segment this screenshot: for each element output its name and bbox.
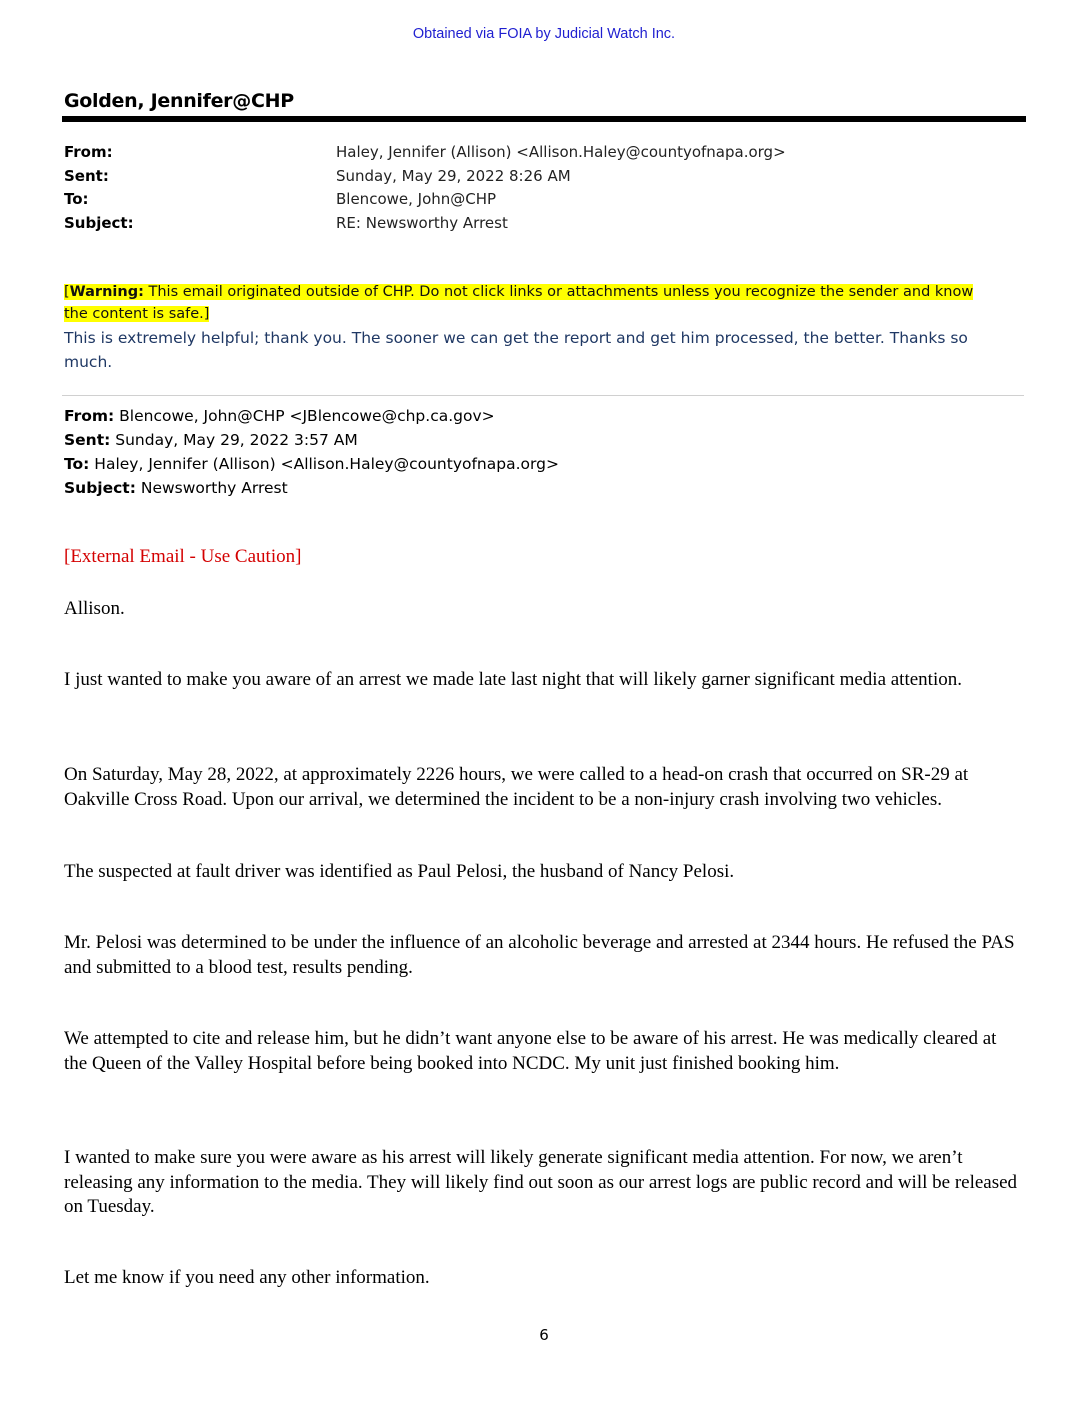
forwarded-sent-label: Sent: [64,431,111,449]
subject-label: Subject: [64,214,134,232]
to-value: Blencowe, John@CHP [336,190,497,208]
forwarded-from [64,404,1024,428]
warning-bracket: [ [64,284,70,300]
reply-body: This is extremely helpful; thank you. The sooner we can get the report and get him processed, the better. Thanks so much. [64,329,968,371]
body-paragraph: Mr. Pelosi was determined to be under the influence of an alcoholic beverage and arrested at 2344 hours. He refused the PAS and submitted to a blood test, results pending. [64,932,1015,978]
forwarded-subject-value: Newsworthy Arrest [135,479,288,497]
sent-label: Sent: [64,167,109,185]
header-divider [62,116,1026,122]
closing-line: Let me know if you need any other information. [64,1267,430,1288]
body-paragraph: On Saturday, May 28, 2022, at approximately 2226 hours, we were called to a head-on crash that occurred on SR-29 at Oakville Cross Road. Upon our arrival, we determined the incident to be a non-injury crash involving two vehicles. [64,764,969,810]
mailbox-owner: Golden, Jennifer@CHP [64,90,294,112]
forwarded-to-label: To: [64,455,90,473]
forwarded-subject [64,476,1024,500]
to-label: To: [64,190,89,208]
subject-value: RE: Newsworthy Arrest [336,214,508,232]
forwarded-from-label: From: [64,407,115,425]
email-header-to [64,188,1024,210]
body-paragraph: We attempted to cite and release him, but he didn’t want anyone else to be aware of his arrest. He was medically cleared at the Queen of the Valley Hospital before being booked into NCDC. My unit just finished booking him. [64,1028,997,1074]
forwarded-sent [64,428,1024,452]
greeting: Allison. [64,598,125,619]
body-paragraph: The suspected at fault driver was identified as Paul Pelosi, the husband of Nancy Pelosi. [64,861,735,882]
forwarded-subject-label: Subject: [64,479,136,497]
reply-divider [62,395,1024,396]
foia-banner: Obtained via FOIA by Judicial Watch Inc. [412,26,676,42]
forwarded-to [64,452,1024,476]
forwarded-to-value: Haley, Jennifer (Allison) <Allison.Haley@countyofnapa.org> [89,455,559,473]
external-email-notice: [External Email - Use Caution] [64,546,302,567]
email-header-sent [64,165,1024,187]
sent-value: Sunday, May 29, 2022 8:26 AM [336,167,571,185]
page-number: 6 [539,1326,549,1344]
warning-text: This email originated outside of CHP. Do not click links or attachments unless you recognize the sender and know the content is safe.] [64,284,974,322]
email-header-from [64,141,1024,163]
from-label: From: [64,143,113,161]
forwarded-sent-value: Sunday, May 29, 2022 3:57 AM [110,431,358,449]
email-header-subject [64,212,1024,234]
body-paragraph: I just wanted to make you aware of an arrest we made late last night that will likely garner significant media attention. [64,669,962,690]
external-warning [64,281,994,325]
forwarded-from-value: Blencowe, John@CHP <JBlencowe@chp.ca.gov> [114,407,495,425]
warning-label: Warning: [69,284,144,300]
body-paragraph: I wanted to make sure you were aware as his arrest will likely generate significant media attention. For now, we aren’t releasing any information to the media. They will likely find out soon as our arrest logs are public record and will be released on Tuesday. [64,1147,1018,1217]
from-value: Haley, Jennifer (Allison) <Allison.Haley@countyofnapa.org> [336,143,786,161]
